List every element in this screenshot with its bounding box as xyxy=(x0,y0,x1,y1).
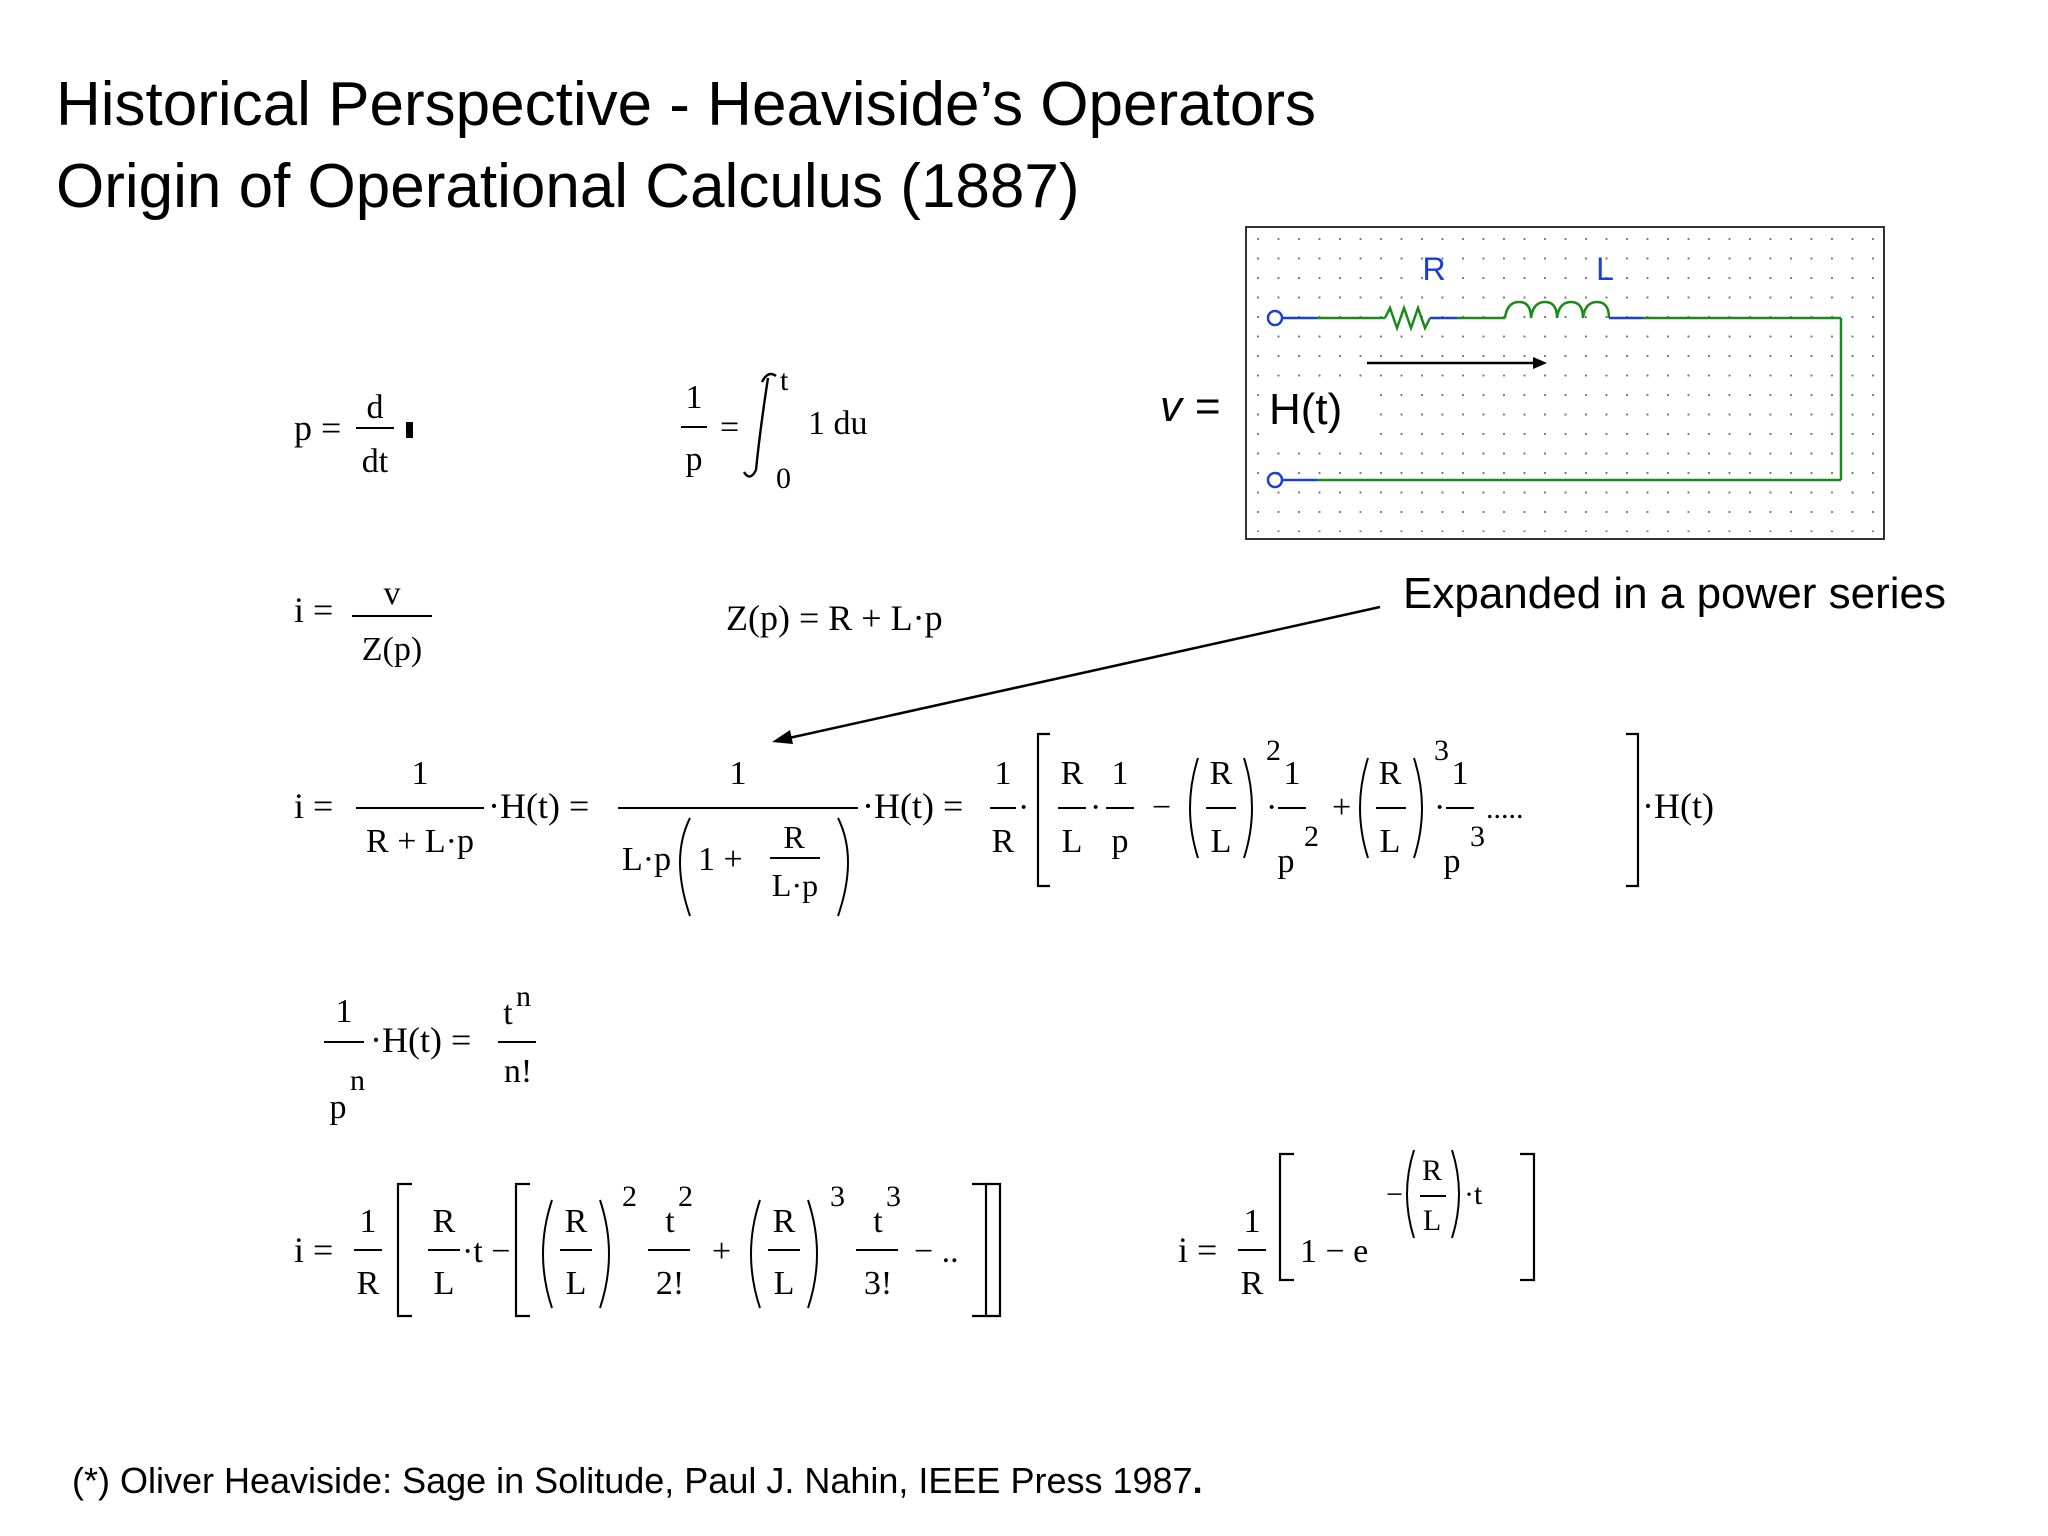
main-dot-3: · xyxy=(1266,789,1278,826)
power-rule-rnum-exp: n xyxy=(516,980,531,1013)
equation-main-expansion xyxy=(292,720,1752,930)
series-f-num: t xyxy=(873,1203,883,1240)
main-lhs: i = xyxy=(294,786,334,826)
main-f1-num: 1 xyxy=(411,755,429,792)
closed-exp-t: ·t xyxy=(1464,1178,1483,1211)
closed-a-den: R xyxy=(1240,1265,1264,1302)
circuit-svg xyxy=(1247,228,1883,538)
closed-body: 1 − e xyxy=(1300,1233,1369,1270)
power-rule-den: p xyxy=(329,1089,347,1126)
power-rule-num: 1 xyxy=(335,993,353,1030)
p-def-lhs: p = xyxy=(294,408,342,448)
closed-exp-den: L xyxy=(1422,1204,1442,1237)
inv-p-equals: = xyxy=(720,409,740,446)
main-ht1: ·H(t) = xyxy=(488,786,590,826)
footnote xyxy=(72,1460,1203,1502)
footnote-period: . xyxy=(1192,1460,1203,1501)
equation-impedance xyxy=(724,590,994,650)
closed-exp-num: R xyxy=(1421,1154,1443,1187)
integral-sign xyxy=(744,374,776,477)
power-series-annotation: Expanded in a power series xyxy=(1403,569,1946,618)
series-plus: + xyxy=(712,1233,732,1270)
main-dot: · xyxy=(1018,789,1030,826)
series-e-exp: 3 xyxy=(830,1180,845,1213)
main-t3-den: L xyxy=(1379,823,1401,860)
main-dots: ..... xyxy=(1486,792,1524,825)
series-c-num: R xyxy=(564,1203,588,1240)
source-label: H(t) xyxy=(1269,385,1343,434)
main-exp2: 2 xyxy=(1266,734,1281,767)
p-def-numerator: d xyxy=(366,389,384,426)
main-dot-4: · xyxy=(1434,789,1446,826)
integrand: 1 du xyxy=(808,405,868,442)
main-f3-den: R xyxy=(991,823,1015,860)
series-c-den: L xyxy=(565,1265,587,1302)
voltage-label: v = xyxy=(1160,382,1220,431)
main-t2-pow: 2 xyxy=(1304,820,1319,853)
series-f-exp: 3 xyxy=(886,1180,901,1213)
series-a-num: 1 xyxy=(359,1203,377,1240)
main-exp3: 3 xyxy=(1434,734,1449,767)
main-f2-den-left: L·p xyxy=(622,841,672,878)
power-rule-rden: n! xyxy=(503,1053,533,1090)
main-t2-den-b: p xyxy=(1277,843,1295,880)
resistor-label: R xyxy=(1422,251,1446,287)
cursor-marker xyxy=(406,422,413,438)
main-dot-2: · xyxy=(1090,789,1102,826)
series-tail: − .. xyxy=(914,1233,959,1270)
main-t2-num-b: 1 xyxy=(1283,755,1301,792)
slide-title: Historical Perspective - Heaviside’s Operators xyxy=(56,70,1316,139)
main-plus: + xyxy=(1332,789,1352,826)
closed-exp-minus: − xyxy=(1386,1178,1403,1211)
equation-power-rule xyxy=(318,980,578,1130)
main-t1-num-b: 1 xyxy=(1111,755,1129,792)
main-minus: − xyxy=(1152,789,1172,826)
ohm-lhs: i = xyxy=(294,590,334,630)
integral-upper: t xyxy=(780,364,789,397)
power-rule-mid: ·H(t) = xyxy=(370,1020,472,1060)
terminal-bottom xyxy=(1268,473,1282,487)
equation-p-definition xyxy=(292,378,452,488)
main-t1-den-b: p xyxy=(1111,823,1129,860)
main-f3-num: 1 xyxy=(994,755,1012,792)
inductor-label: L xyxy=(1596,251,1614,287)
series-d-num: t xyxy=(665,1203,675,1240)
main-t3-num-b: 1 xyxy=(1451,755,1469,792)
main-t1-den-a: L xyxy=(1061,823,1083,860)
circuit-diagram xyxy=(1245,226,1885,540)
equation-series-solution xyxy=(292,1170,1032,1340)
series-b-num: R xyxy=(432,1203,456,1240)
footnote-text: (*) Oliver Heaviside: Sage in Solitude, Paul J. Nahin, IEEE Press 1987 xyxy=(72,1460,1193,1501)
main-f2-num: 1 xyxy=(729,755,747,792)
series-b-den: L xyxy=(433,1265,455,1302)
p-def-denominator: dt xyxy=(361,443,389,480)
series-d-exp: 2 xyxy=(678,1180,693,1213)
power-rule-rnum: t xyxy=(503,995,513,1032)
equation-ohm xyxy=(292,570,452,680)
slide-subtitle: Origin of Operational Calculus (1887) xyxy=(56,152,1080,221)
series-f-den: 3! xyxy=(863,1265,893,1302)
closed-lhs: i = xyxy=(1178,1230,1218,1270)
main-t2-num: R xyxy=(1209,755,1233,792)
series-e-num: R xyxy=(772,1203,796,1240)
series-lhs: i = xyxy=(294,1230,334,1270)
main-t1-num-a: R xyxy=(1060,755,1084,792)
equation-inverse-p xyxy=(676,360,906,500)
equation-closed-solution xyxy=(1176,1140,1556,1340)
integral-lower: 0 xyxy=(776,462,791,495)
impedance-text: Z(p) = R + L·p xyxy=(726,598,943,638)
series-e-den: L xyxy=(773,1265,795,1302)
ohm-denominator: Z(p) xyxy=(361,631,423,668)
main-t3-pow: 3 xyxy=(1470,820,1485,853)
power-rule-den-exp: n xyxy=(350,1064,365,1097)
main-t3-num: R xyxy=(1378,755,1402,792)
main-t3-den-b: p xyxy=(1443,843,1461,880)
inv-p-denominator: p xyxy=(685,441,703,478)
ohm-numerator: v xyxy=(383,575,401,612)
series-t-minus: ·t − xyxy=(462,1233,511,1270)
main-t2-den: L xyxy=(1210,823,1232,860)
main-ht3: ·H(t) xyxy=(1642,786,1714,826)
closed-a-num: 1 xyxy=(1243,1203,1261,1240)
series-d-den: 2! xyxy=(655,1265,685,1302)
inv-p-numerator: 1 xyxy=(685,379,703,416)
terminal-top xyxy=(1268,311,1282,325)
main-f2-inner-num: R xyxy=(783,819,805,855)
main-f2-inner-1: 1 + xyxy=(698,841,743,878)
main-ht2: ·H(t) = xyxy=(862,786,964,826)
series-a-den: R xyxy=(356,1265,380,1302)
main-f1-den: R + L·p xyxy=(366,823,474,860)
series-c-exp: 2 xyxy=(622,1180,637,1213)
main-f2-inner-den: L·p xyxy=(771,867,819,903)
